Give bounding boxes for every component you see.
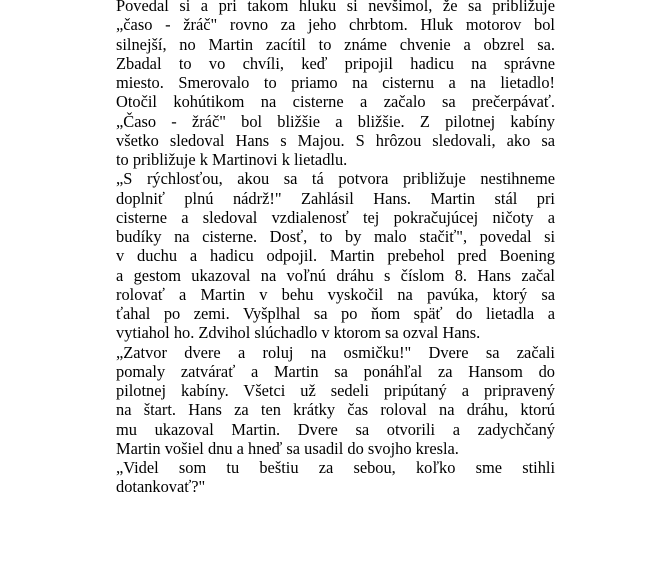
text-line: mu ukazoval Martin. Dvere sa otvorili a zadychčaný <box>116 419 555 439</box>
text-line: „Časo - žráč" bol bližšie a bližšie. Z pilotnej kabíny <box>116 111 555 131</box>
text-line: všetko sledoval Hans s Majou. S hrôzou sledovali, ako sa <box>116 130 555 150</box>
text-line: Povedal si a pri takom hluku si nevšimol, že sa približuje <box>116 0 555 15</box>
text-line: dotankovať?" <box>116 477 206 497</box>
text-line: „časo - žráč" rovno za jeho chrbtom. Hluk motorov bol <box>116 15 555 35</box>
document-page <box>116 0 555 497</box>
text-line: Martin vošiel dnu a hneď sa usadil do svojho kresla. <box>116 438 459 458</box>
text-line: „Videl som tu beštiu za sebou, koľko sme stihli <box>116 458 555 477</box>
text-line: „Zatvor dvere a roluj na osmičku!" Dvere sa začali <box>116 342 555 362</box>
text-line: doplniť plnú nádrž!" Zahlásil Hans. Martin stál pri <box>116 188 555 208</box>
text-line: ťahal po zemi. Vyšplhal sa po ňom späť do lietadla a <box>116 304 555 323</box>
text-line: miesto. Smerovalo to priamo na cisternu a na lietadlo! <box>116 73 555 92</box>
text-line: „S rýchlosťou, akou sa tá potvora približuje nestihneme <box>116 169 555 189</box>
text-line: cisterne a sledoval vzdialenosť tej pokračujúcej ničoty a <box>116 207 555 227</box>
text-line: budíky na cisterne. Dosť, to by malo stačiť", povedal si <box>116 227 555 246</box>
text-line: pilotnej kabíny. Všetci už sedeli pripútaný a pripravený <box>116 381 555 400</box>
text-line: Otočil kohútikom na cisterne a začalo sa prečerpávať. <box>116 92 555 112</box>
text-line: to približuje k Martinovi k lietadlu. <box>116 150 348 169</box>
text-line: silnejší, no Martin zacítil to známe chvenie a obzrel sa. <box>116 34 555 54</box>
text-line: a gestom ukazoval na voľnú dráhu s číslom 8. Hans začal <box>116 265 555 285</box>
text-line: rolovať a Martin v behu vyskočil na pavúka, ktorý sa <box>116 284 555 304</box>
text-line: na štart. Hans za ten krátky čas roloval na dráhu, ktorú <box>116 400 555 420</box>
text-line: Zbadal to vo chvíli, keď pripojil hadicu na správne <box>116 53 555 73</box>
text-line: vytiahol ho. Zdvihol slúchadlo v ktorom sa ozval Hans. <box>116 323 481 343</box>
text-line: pomaly zatvárať a Martin sa ponáhľal za Hansom do <box>116 361 555 381</box>
text-line: v duchu a hadicu odpojil. Martin prebehol pred Boening <box>116 246 555 266</box>
